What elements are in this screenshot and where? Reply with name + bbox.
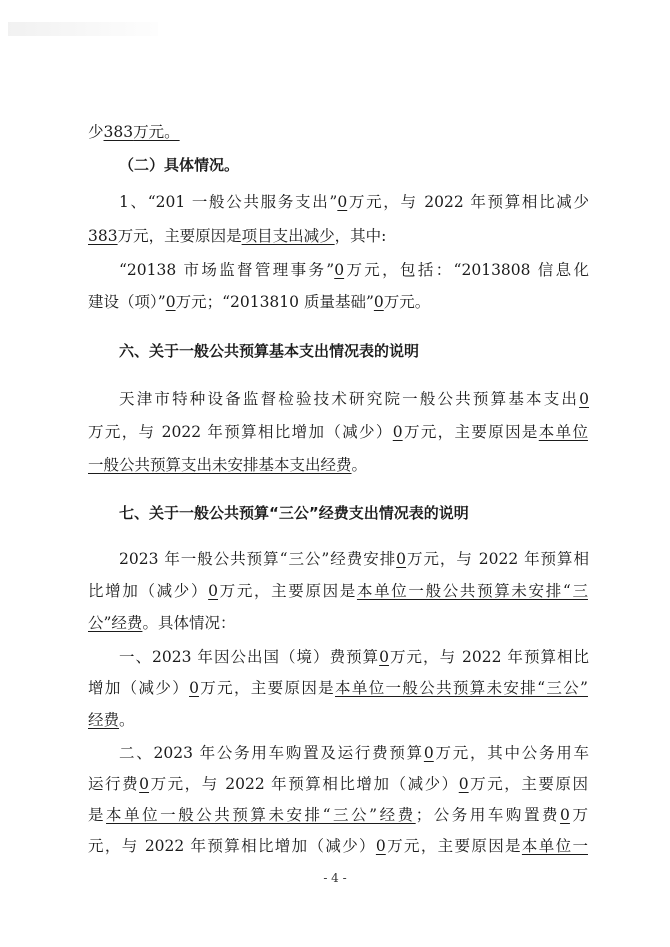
text-line: 运行费0万元，与 2022 年预算相比增加（减少）0万元，主要原因 xyxy=(88,775,588,793)
text-line: 天津市特种设备监督检验技术研究院一般公共预算基本支出0 xyxy=(119,390,589,408)
scan-artifact xyxy=(8,22,158,36)
text-line: 是本单位一般公共预算未安排“三公”经费；公务用车购置费0万 xyxy=(88,806,588,824)
text-line: 383万元，主要原因是项目支出减少，其中: xyxy=(88,227,387,245)
text-line: 2023 年一般公共预算“三公”经费安排0万元，与 2022 年预算相 xyxy=(119,550,589,568)
section-heading: 七、关于一般公共预算“三公”经费支出情况表的说明 xyxy=(119,504,469,522)
text-line: 一、2023 年因公出国（境）费预算0万元，与 2022 年预算相比 xyxy=(119,648,589,666)
section-subheading: （二）具体情况。 xyxy=(119,156,240,174)
text-line: 万元，与 2022 年预算相比增加（减少）0万元，主要原因是本单位 xyxy=(88,423,588,441)
section-heading: 六、关于一般公共预算基本支出情况表的说明 xyxy=(119,342,420,360)
text-line: “20138 市场监督管理事务”0万元，包括：“2013808 信息化 xyxy=(119,261,589,279)
text-line: 少383万元。 xyxy=(88,123,180,141)
text-line: 公”经费。具体情况： xyxy=(88,614,236,632)
text-line: 一般公共预算支出未安排基本支出经费。 xyxy=(88,456,368,474)
text-line: 建设（项）”0万元；“2013810 质量基础”0万元。 xyxy=(88,293,431,311)
text-line: 元，与 2022 年预算相比增加（减少）0万元，主要原因是本单位一 xyxy=(88,837,588,855)
text-line: 经费。 xyxy=(88,711,135,729)
text-line: 1、“201 一般公共服务支出”0万元，与 2022 年预算相比减少 xyxy=(119,193,589,211)
text-line: 增加（减少）0万元，主要原因是本单位一般公共预算未安排“三公” xyxy=(88,679,588,697)
text-line: 比增加（减少）0万元，主要原因是本单位一般公共预算未安排“三 xyxy=(88,582,588,600)
page-number: - 4 - xyxy=(323,871,347,885)
text-line: 二、2023 年公务用车购置及运行费预算0万元，其中公务用车 xyxy=(119,744,589,762)
